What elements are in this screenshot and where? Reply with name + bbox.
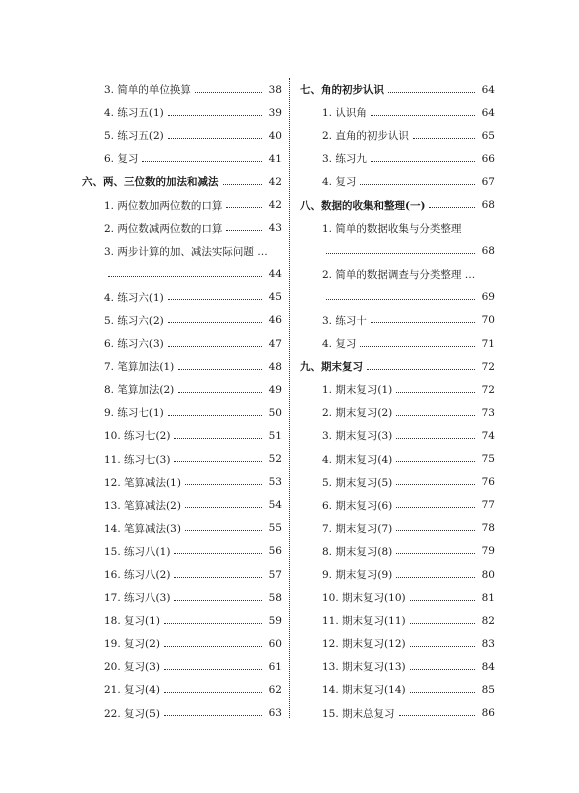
toc-page-number: 44 <box>268 268 282 281</box>
dot-leader <box>360 183 475 185</box>
toc-entry-title: 13. 期末复习(13) <box>322 661 406 674</box>
toc-entry-title: 18. 复习(1) <box>104 615 160 628</box>
dot-leader <box>168 137 262 139</box>
toc-entry-title: 15. 期末总复习 <box>322 707 395 720</box>
dot-leader <box>396 391 475 393</box>
dot-leader <box>174 460 262 462</box>
dot-leader <box>396 414 475 416</box>
dot-leader <box>396 552 475 554</box>
toc-entry-title: 10. 期末复习(10) <box>322 592 406 605</box>
toc-page-number: 73 <box>481 406 495 419</box>
dot-leader <box>178 391 262 393</box>
toc-entry-title: 4. 复习 <box>322 176 357 189</box>
dot-leader <box>185 483 262 485</box>
toc-entry[interactable] <box>82 632 282 655</box>
dot-leader <box>367 368 475 370</box>
toc-page-number: 79 <box>481 545 495 558</box>
toc-entry[interactable] <box>300 217 495 240</box>
toc-page-number: 71 <box>481 337 495 350</box>
toc-entry-title: 12. 期末复习(12) <box>322 638 406 651</box>
toc-entry-title: 21. 复习(4) <box>104 684 160 697</box>
toc-entry[interactable] <box>82 332 282 355</box>
dot-leader <box>174 576 262 578</box>
toc-entry[interactable] <box>82 355 282 378</box>
toc-entry[interactable] <box>300 702 495 725</box>
toc-page-number: 78 <box>481 522 495 535</box>
dot-leader <box>185 506 262 508</box>
toc-entry[interactable] <box>82 655 282 678</box>
toc-entry[interactable] <box>300 517 495 540</box>
dot-leader <box>371 114 475 116</box>
toc-entry-title: 八、数据的收集和整理(一) <box>300 199 426 212</box>
toc-entry[interactable] <box>82 286 282 309</box>
toc-entry-title: 8. 期末复习(8) <box>322 545 393 558</box>
toc-entry-title: 6. 复习 <box>104 153 139 166</box>
toc-entry[interactable] <box>300 240 495 263</box>
toc-page-number: 75 <box>481 453 495 466</box>
dot-leader <box>164 622 262 624</box>
toc-page-number: 70 <box>481 314 495 327</box>
toc-page-number: 59 <box>268 614 282 627</box>
toc-entry-title: 2. 期末复习(2) <box>322 407 393 420</box>
toc-page-number: 54 <box>268 499 282 512</box>
toc-entry-title: 4. 期末复习(4) <box>322 453 393 466</box>
toc-entry[interactable] <box>82 217 282 240</box>
dot-leader <box>410 645 475 647</box>
toc-entry[interactable] <box>300 471 495 494</box>
toc-entry[interactable] <box>82 448 282 471</box>
toc-page-number: 39 <box>268 106 282 119</box>
toc-entry[interactable] <box>82 540 282 563</box>
toc-entry-title: 4. 复习 <box>322 338 357 351</box>
toc-entry[interactable] <box>82 702 282 725</box>
toc-entry[interactable] <box>300 332 495 355</box>
toc-page-number: 40 <box>268 129 282 142</box>
toc-entry[interactable] <box>82 240 282 263</box>
toc-entry[interactable] <box>82 378 282 401</box>
toc-column-left <box>82 78 282 725</box>
toc-page-number: 43 <box>268 222 282 235</box>
toc-page-number: 64 <box>481 106 495 119</box>
dot-leader <box>413 137 475 139</box>
toc-entry-title: 16. 练习八(2) <box>104 569 171 582</box>
toc-section-entry[interactable] <box>300 78 495 101</box>
toc-entry-title: 3. 练习九 <box>322 153 367 166</box>
toc-entry-title: 7. 笔算加法(1) <box>104 361 175 374</box>
toc-entry[interactable] <box>300 170 495 193</box>
toc-entry[interactable] <box>300 655 495 678</box>
toc-entry-title: 11. 期末复习(11) <box>322 615 406 628</box>
toc-section-entry[interactable] <box>300 355 495 378</box>
toc-entry-title: 14. 期末复习(14) <box>322 684 406 697</box>
toc-page-number: 60 <box>268 637 282 650</box>
dot-leader <box>399 714 475 716</box>
toc-page-number: 65 <box>481 129 495 142</box>
toc-entry[interactable] <box>82 494 282 517</box>
toc-entry-title: 2. 简单的数据调查与分类整理 … <box>322 268 476 281</box>
dot-leader <box>164 645 262 647</box>
toc-entry-title: 六、两、三位数的加法和减法 <box>82 176 219 189</box>
dot-leader <box>178 368 262 370</box>
toc-entry-title: 13. 笔算减法(2) <box>104 499 181 512</box>
toc-page-number: 68 <box>481 199 495 212</box>
toc-entry[interactable] <box>300 448 495 471</box>
toc-page-number: 82 <box>481 614 495 627</box>
toc-entry[interactable] <box>300 124 495 147</box>
toc-page-number: 55 <box>268 522 282 535</box>
toc-page-number: 38 <box>268 83 282 96</box>
toc-page-number: 46 <box>268 314 282 327</box>
dot-leader <box>371 321 475 323</box>
toc-page-number: 84 <box>481 660 495 673</box>
toc-page-number: 72 <box>481 360 495 373</box>
dot-leader <box>185 529 262 531</box>
toc-entry-title: 17. 练习八(3) <box>104 592 171 605</box>
toc-column-right <box>300 78 495 725</box>
toc-entry[interactable] <box>300 563 495 586</box>
toc-entry-title: 3. 两步计算的加、减法实际问题 … <box>104 245 268 258</box>
dot-leader <box>410 599 475 601</box>
toc-entry[interactable] <box>300 147 495 170</box>
dot-leader <box>396 506 475 508</box>
toc-page-number: 80 <box>481 568 495 581</box>
toc-entry-title: 20. 复习(3) <box>104 661 160 674</box>
dot-leader <box>396 483 475 485</box>
toc-page-number: 76 <box>481 476 495 489</box>
dot-leader <box>142 160 262 162</box>
dot-leader <box>371 160 475 162</box>
toc-entry[interactable] <box>82 586 282 609</box>
toc-page-number: 86 <box>481 707 495 720</box>
toc-entry[interactable] <box>82 193 282 216</box>
toc-entry[interactable] <box>82 424 282 447</box>
toc-page-number: 52 <box>268 453 282 466</box>
dot-leader <box>429 206 475 208</box>
toc-entry-title: 1. 认识角 <box>322 107 367 120</box>
toc-entry-title: 1. 两位数加两位数的口算 <box>104 199 223 212</box>
toc-entry-title: 6. 期末复习(6) <box>322 499 393 512</box>
toc-entry-title: 4. 练习六(1) <box>104 291 164 304</box>
toc-entry[interactable] <box>300 632 495 655</box>
toc-entry-title: 10. 练习七(2) <box>104 430 171 443</box>
dot-leader <box>326 252 475 254</box>
toc-entry-title: 5. 练习五(2) <box>104 130 164 143</box>
toc-entry-title: 4. 练习五(1) <box>104 107 164 120</box>
toc-page-number: 48 <box>268 360 282 373</box>
toc-entry-title: 1. 期末复习(1) <box>322 384 393 397</box>
dot-leader <box>410 622 475 624</box>
toc-entry[interactable] <box>300 309 495 332</box>
toc-entry-title: 3. 期末复习(3) <box>322 430 393 443</box>
toc-page-number: 47 <box>268 337 282 350</box>
toc-page-number: 42 <box>268 199 282 212</box>
dot-leader <box>410 691 475 693</box>
dot-leader <box>168 114 262 116</box>
toc-entry-title: 9. 练习七(1) <box>104 407 164 420</box>
toc-page-number: 63 <box>268 707 282 720</box>
toc-entry-title: 2. 直角的初步认识 <box>322 130 409 143</box>
toc-entry-title: 3. 练习十 <box>322 314 367 327</box>
toc-entry[interactable] <box>300 101 495 124</box>
toc-entry[interactable] <box>300 494 495 517</box>
toc-entry-title: 6. 练习六(3) <box>104 338 164 351</box>
dot-leader <box>396 437 475 439</box>
toc-entry[interactable] <box>82 309 282 332</box>
toc-page-number: 51 <box>268 429 282 442</box>
toc-entry-title: 15. 练习八(1) <box>104 545 171 558</box>
dot-leader <box>326 298 475 300</box>
toc-entry-title: 8. 笔算加法(2) <box>104 384 175 397</box>
toc-entry-title: 19. 复习(2) <box>104 638 160 651</box>
toc-page-number: 74 <box>481 429 495 442</box>
dot-leader <box>164 691 262 693</box>
toc-entry[interactable] <box>82 678 282 701</box>
toc-page-number: 41 <box>268 152 282 165</box>
toc-entry[interactable] <box>82 471 282 494</box>
dot-leader <box>226 206 262 208</box>
toc-entry[interactable] <box>82 263 282 286</box>
toc-entry-title: 14. 笔算减法(3) <box>104 522 181 535</box>
toc-page-number: 45 <box>268 291 282 304</box>
toc-entry[interactable] <box>300 401 495 424</box>
toc-entry[interactable] <box>300 286 495 309</box>
dot-leader <box>174 437 262 439</box>
toc-entry-title: 11. 练习七(3) <box>104 453 171 466</box>
toc-page-number: 72 <box>481 383 495 396</box>
dot-leader <box>168 298 262 300</box>
toc-entry-title: 12. 笔算减法(1) <box>104 476 181 489</box>
dot-leader <box>360 345 475 347</box>
toc-page-number: 64 <box>481 83 495 96</box>
toc-page-number: 53 <box>268 476 282 489</box>
toc-entry-title: 2. 两位数减两位数的口算 <box>104 222 223 235</box>
dot-leader <box>396 460 475 462</box>
toc-entry[interactable] <box>82 78 282 101</box>
toc-page-number: 66 <box>481 152 495 165</box>
toc-entry[interactable] <box>300 609 495 632</box>
toc-entry[interactable] <box>82 124 282 147</box>
dot-leader <box>223 183 263 185</box>
dot-leader <box>396 576 475 578</box>
toc-section-entry[interactable] <box>300 193 495 216</box>
toc-entry-title: 1. 简单的数据收集与分类整理 <box>322 222 462 235</box>
dot-leader <box>164 714 262 716</box>
dot-leader <box>388 91 475 93</box>
toc-page-number: 58 <box>268 591 282 604</box>
dot-leader <box>396 529 475 531</box>
column-divider <box>289 78 290 718</box>
toc-entry-title: 22. 复习(5) <box>104 707 160 720</box>
toc-entry-title: 5. 期末复习(5) <box>322 476 393 489</box>
toc-entry[interactable] <box>82 563 282 586</box>
toc-section-entry[interactable] <box>82 170 282 193</box>
dot-leader <box>168 345 262 347</box>
toc-page-number: 81 <box>481 591 495 604</box>
toc-entry[interactable] <box>82 401 282 424</box>
dot-leader <box>174 599 262 601</box>
toc-entry[interactable] <box>82 101 282 124</box>
toc-page-number: 57 <box>268 568 282 581</box>
toc-entry-title: 7. 期末复习(7) <box>322 522 393 535</box>
dot-leader <box>174 552 262 554</box>
dot-leader <box>195 91 262 93</box>
toc-page-number: 56 <box>268 545 282 558</box>
toc-entry[interactable] <box>300 424 495 447</box>
toc-entry-title: 九、期末复习 <box>300 361 363 374</box>
toc-entry-title: 9. 期末复习(9) <box>322 569 393 582</box>
toc-page-number: 69 <box>481 291 495 304</box>
dot-leader <box>410 668 475 670</box>
toc-page-number: 50 <box>268 406 282 419</box>
toc-entry[interactable] <box>300 263 495 286</box>
toc-page-number: 49 <box>268 383 282 396</box>
toc-page-number: 61 <box>268 660 282 673</box>
toc-entry-title: 3. 简单的单位换算 <box>104 84 191 97</box>
toc-page-number: 68 <box>481 245 495 258</box>
toc-entry[interactable] <box>300 378 495 401</box>
dot-leader <box>168 321 262 323</box>
toc-entry-title: 七、角的初步认识 <box>300 84 384 97</box>
dot-leader <box>226 229 262 231</box>
toc-page-number: 77 <box>481 499 495 512</box>
toc-entry[interactable] <box>300 540 495 563</box>
toc-page-number: 62 <box>268 683 282 696</box>
toc-entry[interactable] <box>300 678 495 701</box>
toc-page-number: 85 <box>481 683 495 696</box>
toc-page-number: 67 <box>481 175 495 188</box>
toc-entry-title: 5. 练习六(2) <box>104 314 164 327</box>
toc-entry[interactable] <box>82 517 282 540</box>
toc-page-number: 83 <box>481 637 495 650</box>
dot-leader <box>108 275 262 277</box>
toc-page-number: 42 <box>268 175 282 188</box>
dot-leader <box>168 414 262 416</box>
toc-entry[interactable] <box>82 147 282 170</box>
toc-entry[interactable] <box>300 586 495 609</box>
toc-entry[interactable] <box>82 609 282 632</box>
dot-leader <box>164 668 262 670</box>
